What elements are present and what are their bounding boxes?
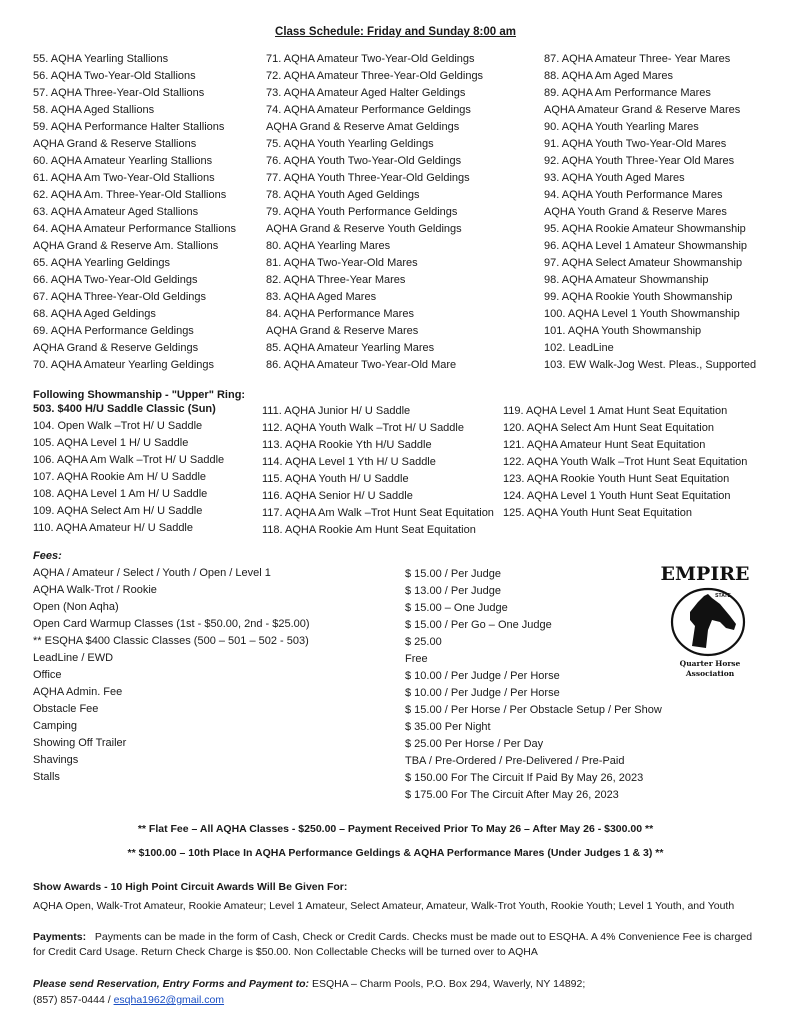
list-item: $ 150.00 For The Circuit If Paid By May 26, 2023: [405, 772, 644, 784]
class-column-3: [544, 51, 756, 374]
list-item: 74. AQHA Amateur Performance Geldings: [266, 104, 471, 116]
list-item: $ 35.00 Per Night: [405, 721, 491, 733]
list-item: AQHA Grand & Reserve Stallions: [33, 138, 197, 150]
list-item: 125. AQHA Youth Hunt Seat Equitation: [503, 507, 692, 519]
list-item: 95. AQHA Rookie Amateur Showmanship: [544, 223, 746, 235]
list-item: 110. AQHA Amateur H/ U Saddle: [33, 522, 193, 534]
list-item: 56. AQHA Two-Year-Old Stallions: [33, 70, 196, 82]
list-item: Free: [405, 653, 428, 665]
class-column-1: [33, 51, 236, 374]
list-item: AQHA Admin. Fee: [33, 686, 123, 698]
list-item: 83. AQHA Aged Mares: [266, 291, 377, 303]
list-item: 62. AQHA Am. Three-Year-Old Stallions: [33, 189, 227, 201]
list-item: 66. AQHA Two-Year-Old Geldings: [33, 274, 198, 286]
phone-number: (857) 857-0444 /: [33, 994, 114, 1006]
list-item: TBA / Pre-Ordered / Pre-Delivered / Pre-Paid: [405, 755, 625, 767]
list-item: 84. AQHA Performance Mares: [266, 308, 414, 320]
fees-heading: Fees:: [33, 550, 62, 562]
list-item: 122. AQHA Youth Walk –Trot Hunt Seat Equitation: [503, 456, 748, 468]
send-to-line: [33, 978, 585, 990]
list-item: 73. AQHA Amateur Aged Halter Geldings: [266, 87, 466, 99]
list-item: 58. AQHA Aged Stallions: [33, 104, 155, 116]
upper-ring-column-3: [503, 403, 747, 522]
list-item: 64. AQHA Amateur Performance Stallions: [33, 223, 236, 235]
list-item: AQHA Amateur Grand & Reserve Mares: [544, 104, 741, 116]
fee-values: [405, 566, 662, 804]
list-item: 65. AQHA Yearling Geldings: [33, 257, 170, 269]
list-item: AQHA Grand & Reserve Mares: [266, 325, 419, 337]
list-item: Shavings: [33, 754, 79, 766]
list-item: 67. AQHA Three-Year-Old Geldings: [33, 291, 207, 303]
list-item: 124. AQHA Level 1 Youth Hunt Seat Equitation: [503, 490, 731, 502]
show-awards-text: AQHA Open, Walk-Trot Amateur, Rookie Amateur; Level 1 Amateur, Select Amateur, Amateur, Walk-Trot Youth, Rookie Youth; Level 1 Youth, and Youth: [33, 900, 735, 912]
list-item: 503. $400 H/U Saddle Classic (Sun): [33, 403, 216, 415]
list-item: 80. AQHA Yearling Mares: [266, 240, 391, 252]
send-to-label: Please send Reservation, Entry Forms and Payment to:: [33, 978, 310, 990]
list-item: $ 10.00 / Per Judge / Per Horse: [405, 687, 560, 699]
list-item: Open (Non Aqha): [33, 601, 119, 613]
empire-state-quarter-horse-logo: [640, 560, 770, 682]
upper-ring-column-2: [262, 403, 494, 539]
flat-fee-note: ** Flat Fee – All AQHA Classes - $250.00 – Payment Received Prior To May 26 – After May 26 - $300.00 **: [137, 823, 654, 835]
list-item: Office: [33, 669, 62, 681]
list-item: 102. LeadLine: [544, 342, 614, 354]
list-item: 75. AQHA Youth Yearling Geldings: [266, 138, 434, 150]
list-item: AQHA / Amateur / Select / Youth / Open / Level 1: [33, 567, 271, 579]
list-item: 78. AQHA Youth Aged Geldings: [266, 189, 420, 201]
email-link[interactable]: esqha1962@gmail.com: [113, 994, 225, 1006]
page-title: Class Schedule: Friday and Sunday 8:00 am: [275, 26, 516, 38]
list-item: 90. AQHA Youth Yearling Mares: [544, 121, 699, 133]
list-item: 82. AQHA Three-Year Mares: [266, 274, 406, 286]
list-item: $ 25.00: [405, 636, 442, 648]
svg-text:EMPIRE: EMPIRE: [660, 563, 750, 585]
list-item: $ 25.00 Per Horse / Per Day: [405, 738, 544, 750]
list-item: 85. AQHA Amateur Yearling Mares: [266, 342, 435, 354]
list-item: 91. AQHA Youth Two-Year-Old Mares: [544, 138, 727, 150]
list-item: 118. AQHA Rookie Am Hunt Seat Equitation: [262, 524, 476, 536]
list-item: 108. AQHA Level 1 Am H/ U Saddle: [33, 488, 208, 500]
list-item: $ 175.00 For The Circuit After May 26, 2023: [405, 789, 619, 801]
tenth-place-note: ** $100.00 – 10th Place In AQHA Performance Geldings & AQHA Performance Mares (Under Judges 1 & 3) **: [127, 847, 664, 859]
list-item: 96. AQHA Level 1 Amateur Showmanship: [544, 240, 748, 252]
list-item: 92. AQHA Youth Three-Year Old Mares: [544, 155, 735, 167]
list-item: 113. AQHA Rookie Yth H/U Saddle: [262, 439, 432, 451]
upper-ring-heading: Following Showmanship - "Upper" Ring:: [33, 389, 246, 401]
list-item: Camping: [33, 720, 78, 732]
list-item: 109. AQHA Select Am H/ U Saddle: [33, 505, 203, 517]
list-item: 63. AQHA Amateur Aged Stallions: [33, 206, 199, 218]
list-item: 100. AQHA Level 1 Youth Showmanship: [544, 308, 740, 320]
payments-text: Payments can be made in the form of Cash, Check or Credit Cards. Checks must be made out to ESQHA. A 4% Convenience Fee is charged for Credit Card Usage. Return Check Charge is $50.00. Non Collectable Checks will be turned over to AQHA: [33, 931, 753, 958]
payments-label: Payments:: [33, 931, 87, 943]
list-item: 77. AQHA Youth Three-Year-Old Geldings: [266, 172, 470, 184]
list-item: $ 15.00 / Per Horse / Per Obstacle Setup / Per Show: [405, 704, 662, 716]
list-item: 76. AQHA Youth Two-Year-Old Geldings: [266, 155, 462, 167]
list-item: 93. AQHA Youth Aged Mares: [544, 172, 685, 184]
list-item: AQHA Grand & Reserve Youth Geldings: [266, 223, 462, 235]
list-item: 112. AQHA Youth Walk –Trot H/ U Saddle: [262, 422, 464, 434]
list-item: AQHA Grand & Reserve Amat Geldings: [266, 121, 460, 133]
list-item: 105. AQHA Level 1 H/ U Saddle: [33, 437, 189, 449]
list-item: AQHA Grand & Reserve Geldings: [33, 342, 199, 354]
list-item: 116. AQHA Senior H/ U Saddle: [262, 490, 413, 502]
list-item: 98. AQHA Amateur Showmanship: [544, 274, 709, 286]
list-item: 59. AQHA Performance Halter Stallions: [33, 121, 225, 133]
list-item: 69. AQHA Performance Geldings: [33, 325, 194, 337]
list-item: 106. AQHA Am Walk –Trot H/ U Saddle: [33, 454, 225, 466]
list-item: 55. AQHA Yearling Stallions: [33, 53, 169, 65]
list-item: $ 13.00 / Per Judge: [405, 585, 502, 597]
list-item: 60. AQHA Amateur Yearling Stallions: [33, 155, 213, 167]
list-item: 104. Open Walk –Trot H/ U Saddle: [33, 420, 203, 432]
svg-text:STATE: STATE: [715, 593, 731, 599]
list-item: 119. AQHA Level 1 Amat Hunt Seat Equitation: [503, 405, 728, 417]
list-item: 86. AQHA Amateur Two-Year-Old Mare: [266, 359, 457, 371]
list-item: 71. AQHA Amateur Two-Year-Old Geldings: [266, 53, 475, 65]
svg-text:Quarter Horse: Quarter Horse: [679, 659, 741, 668]
list-item: 94. AQHA Youth Performance Mares: [544, 189, 723, 201]
list-item: AQHA Walk-Trot / Rookie: [33, 584, 157, 596]
list-item: 101. AQHA Youth Showmanship: [544, 325, 702, 337]
list-item: AQHA Youth Grand & Reserve Mares: [544, 206, 727, 218]
list-item: 87. AQHA Amateur Three- Year Mares: [544, 53, 731, 65]
list-item: 61. AQHA Am Two-Year-Old Stallions: [33, 172, 215, 184]
list-item: 115. AQHA Youth H/ U Saddle: [262, 473, 409, 485]
list-item: 121. AQHA Amateur Hunt Seat Equitation: [503, 439, 706, 451]
class-column-2: [266, 51, 483, 374]
list-item: $ 15.00 – One Judge: [405, 602, 508, 614]
list-item: 120. AQHA Select Am Hunt Seat Equitation: [503, 422, 714, 434]
list-item: $ 15.00 / Per Judge: [405, 568, 502, 580]
list-item: Obstacle Fee: [33, 703, 99, 715]
list-item: 123. AQHA Rookie Youth Hunt Seat Equitation: [503, 473, 730, 485]
list-item: 79. AQHA Youth Performance Geldings: [266, 206, 458, 218]
list-item: 89. AQHA Am Performance Mares: [544, 87, 711, 99]
list-item: 117. AQHA Am Walk –Trot Hunt Seat Equitation: [262, 507, 494, 519]
list-item: 88. AQHA Am Aged Mares: [544, 70, 674, 82]
list-item: Showing Off Trailer: [33, 737, 127, 749]
list-item: 57. AQHA Three-Year-Old Stallions: [33, 87, 205, 99]
payments-paragraph: [33, 930, 763, 960]
show-awards-heading: Show Awards - 10 High Point Circuit Awards Will Be Given For:: [33, 881, 348, 893]
list-item: AQHA Grand & Reserve Am. Stallions: [33, 240, 219, 252]
list-item: Stalls: [33, 771, 60, 783]
list-item: 111. AQHA Junior H/ U Saddle: [262, 405, 411, 417]
list-item: Open Card Warmup Classes (1st - $50.00, 2nd - $25.00): [33, 618, 310, 630]
send-to-address: ESQHA – Charm Pools, P.O. Box 294, Waverly, NY 14892;: [311, 978, 586, 990]
list-item: 68. AQHA Aged Geldings: [33, 308, 156, 320]
list-item: 114. AQHA Level 1 Yth H/ U Saddle: [262, 456, 436, 468]
list-item: 99. AQHA Rookie Youth Showmanship: [544, 291, 733, 303]
list-item: 107. AQHA Rookie Am H/ U Saddle: [33, 471, 207, 483]
list-item: $ 15.00 / Per Go – One Judge: [405, 619, 552, 631]
list-item: 103. EW Walk-Jog West. Pleas., Supported: [544, 359, 757, 371]
list-item: $ 10.00 / Per Judge / Per Horse: [405, 670, 560, 682]
list-item: 70. AQHA Amateur Yearling Geldings: [33, 359, 215, 371]
svg-text:Association: Association: [685, 669, 735, 678]
list-item: 97. AQHA Select Amateur Showmanship: [544, 257, 743, 269]
contact-line: [33, 994, 224, 1006]
list-item: 81. AQHA Two-Year-Old Mares: [266, 257, 418, 269]
fee-labels: [33, 565, 310, 786]
list-item: 72. AQHA Amateur Three-Year-Old Geldings: [266, 70, 484, 82]
upper-ring-column-1: [33, 401, 224, 537]
list-item: ** ESQHA $400 Classic Classes (500 – 501 – 502 - 503): [33, 635, 309, 647]
list-item: LeadLine / EWD: [33, 652, 114, 664]
